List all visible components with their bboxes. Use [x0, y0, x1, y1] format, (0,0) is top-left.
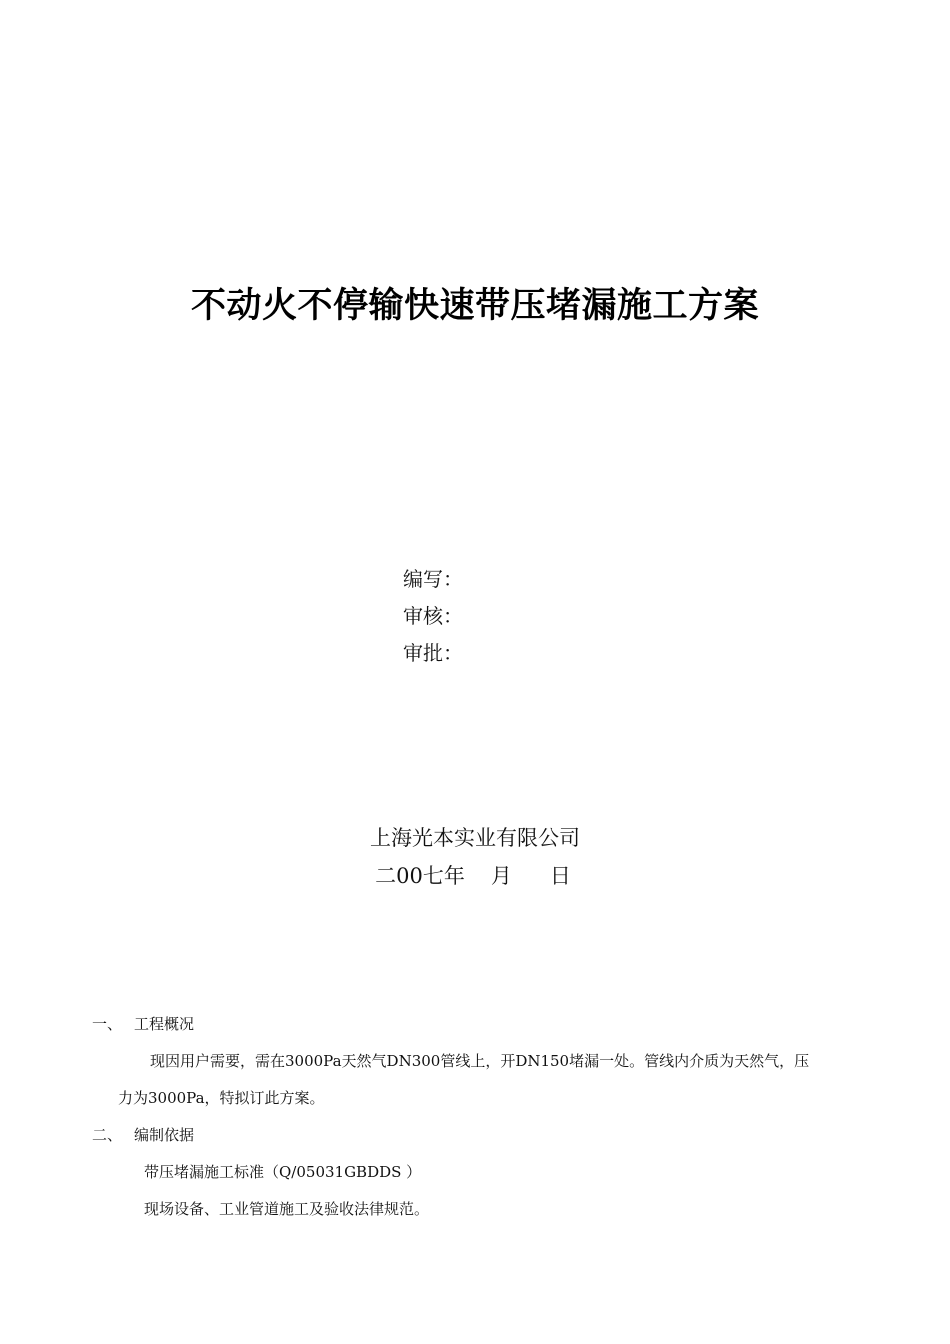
approver-label: 审批： — [403, 641, 463, 665]
section-heading-basis — [92, 1125, 194, 1145]
date-day: 日 — [549, 864, 571, 888]
issue-date — [0, 863, 948, 889]
overview-paragraph-line-1: 现因用户需要，需在3000Pa天然气DN300管线上，开DN150堵漏一处。管线内介质为天然气，压 — [150, 1052, 810, 1070]
author-label: 编写： — [403, 567, 463, 591]
section-heading-overview — [92, 1014, 194, 1034]
section-title: 编制依据 — [134, 1126, 195, 1144]
basis-item: 现场设备、工业管道施工及验收法律规范。 — [144, 1200, 430, 1218]
date-year: 二00七年 — [375, 864, 465, 888]
date-month: 月 — [490, 864, 512, 888]
reviewer-label: 审核： — [403, 604, 463, 628]
company-name: 上海光本实业有限公司 — [370, 826, 580, 850]
overview-paragraph-line-2: 力为3000Pa，特拟订此方案。 — [118, 1089, 325, 1107]
section-number: 一、 — [92, 1015, 123, 1033]
section-title: 工程概况 — [134, 1015, 195, 1033]
basis-item: 带压堵漏施工标准（Q/05031GBDDS ） — [144, 1163, 422, 1181]
section-number: 二、 — [92, 1126, 123, 1144]
document-title: 不动火不停输快速带压堵漏施工方案 — [190, 286, 759, 326]
